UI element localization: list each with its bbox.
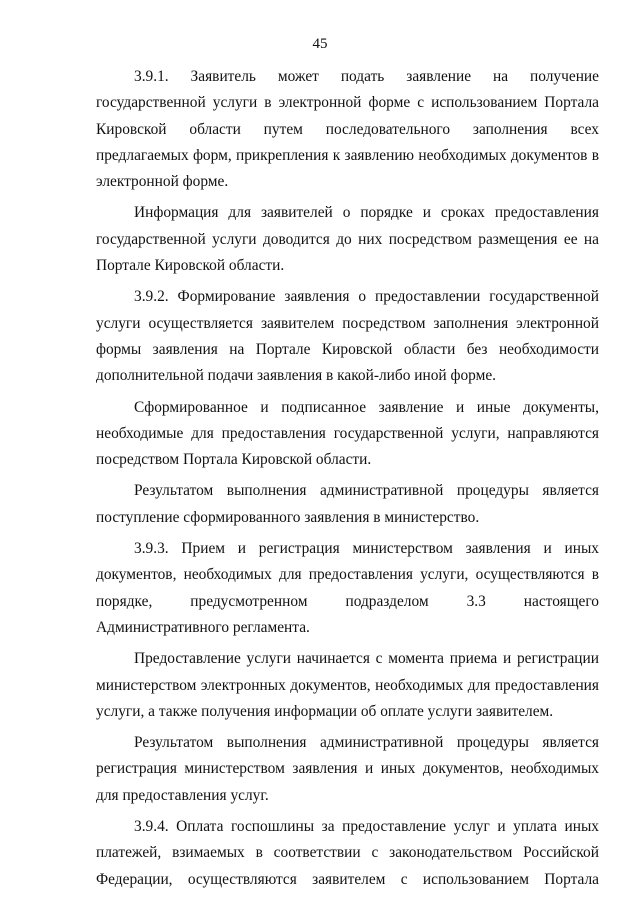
page-number: 45 <box>312 36 328 52</box>
paragraph-result-submission: Результатом выполнения административной процедуры является поступление сформированного заявления в министерство. <box>96 482 599 526</box>
paragraph-portal-info: Информация для заявителей о порядке и сроках предоставления государственной услуги доводится до них посредством размещения ее на Портале Кировской области. <box>96 204 599 275</box>
paragraph-3-9-3: 3.9.3. Прием и регистрация министерством заявления и иных документов, необходимых для предоставления услуги, осуществляются в порядке, предусмотренном подразделом 3.3 настоящего Административного регламента. <box>96 540 599 636</box>
document-body <box>96 64 599 893</box>
paragraph-result-registration: Результатом выполнения административной процедуры является регистрация министерством заявления и иных документов, необходимых для предоставления услуг. <box>96 734 599 804</box>
paragraph-3-9-1: 3.9.1. Заявитель может подать заявление на получение государственной услуги в электронной форме с использованием Портала Кировской области путем последовательного заполнения всех предлагаемых форм, прикрепления к заявлению необходимых документов в электронной форме. <box>96 68 599 191</box>
paragraph-signed-application: Сформированное и подписанное заявление и иные документы, необходимые для предоставления государственной услуги, направляются посредством Портала Кировской области. <box>96 398 599 469</box>
paragraph-3-9-4: 3.9.4. Оплата госпошлины за предоставление услуг и уплата иных платежей, взимаемых в соответствии с законодательством Российской Федерации, осуществляются заявителем с использованием Портала <box>96 818 599 888</box>
paragraph-3-9-2: 3.9.2. Формирование заявления о предоставлении государственной услуги осуществляется заявителем посредством заполнения электронной формы заявления на Портале Кировской области без необходимости дополнительной подачи заявления в какой-либо иной форме. <box>96 288 599 385</box>
paragraph-service-start: Предоставление услуги начинается с момента приема и регистрации министерством электронных документов, необходимых для предоставления услуги, а также получения информации об оплате услуги заявителем. <box>96 650 599 720</box>
